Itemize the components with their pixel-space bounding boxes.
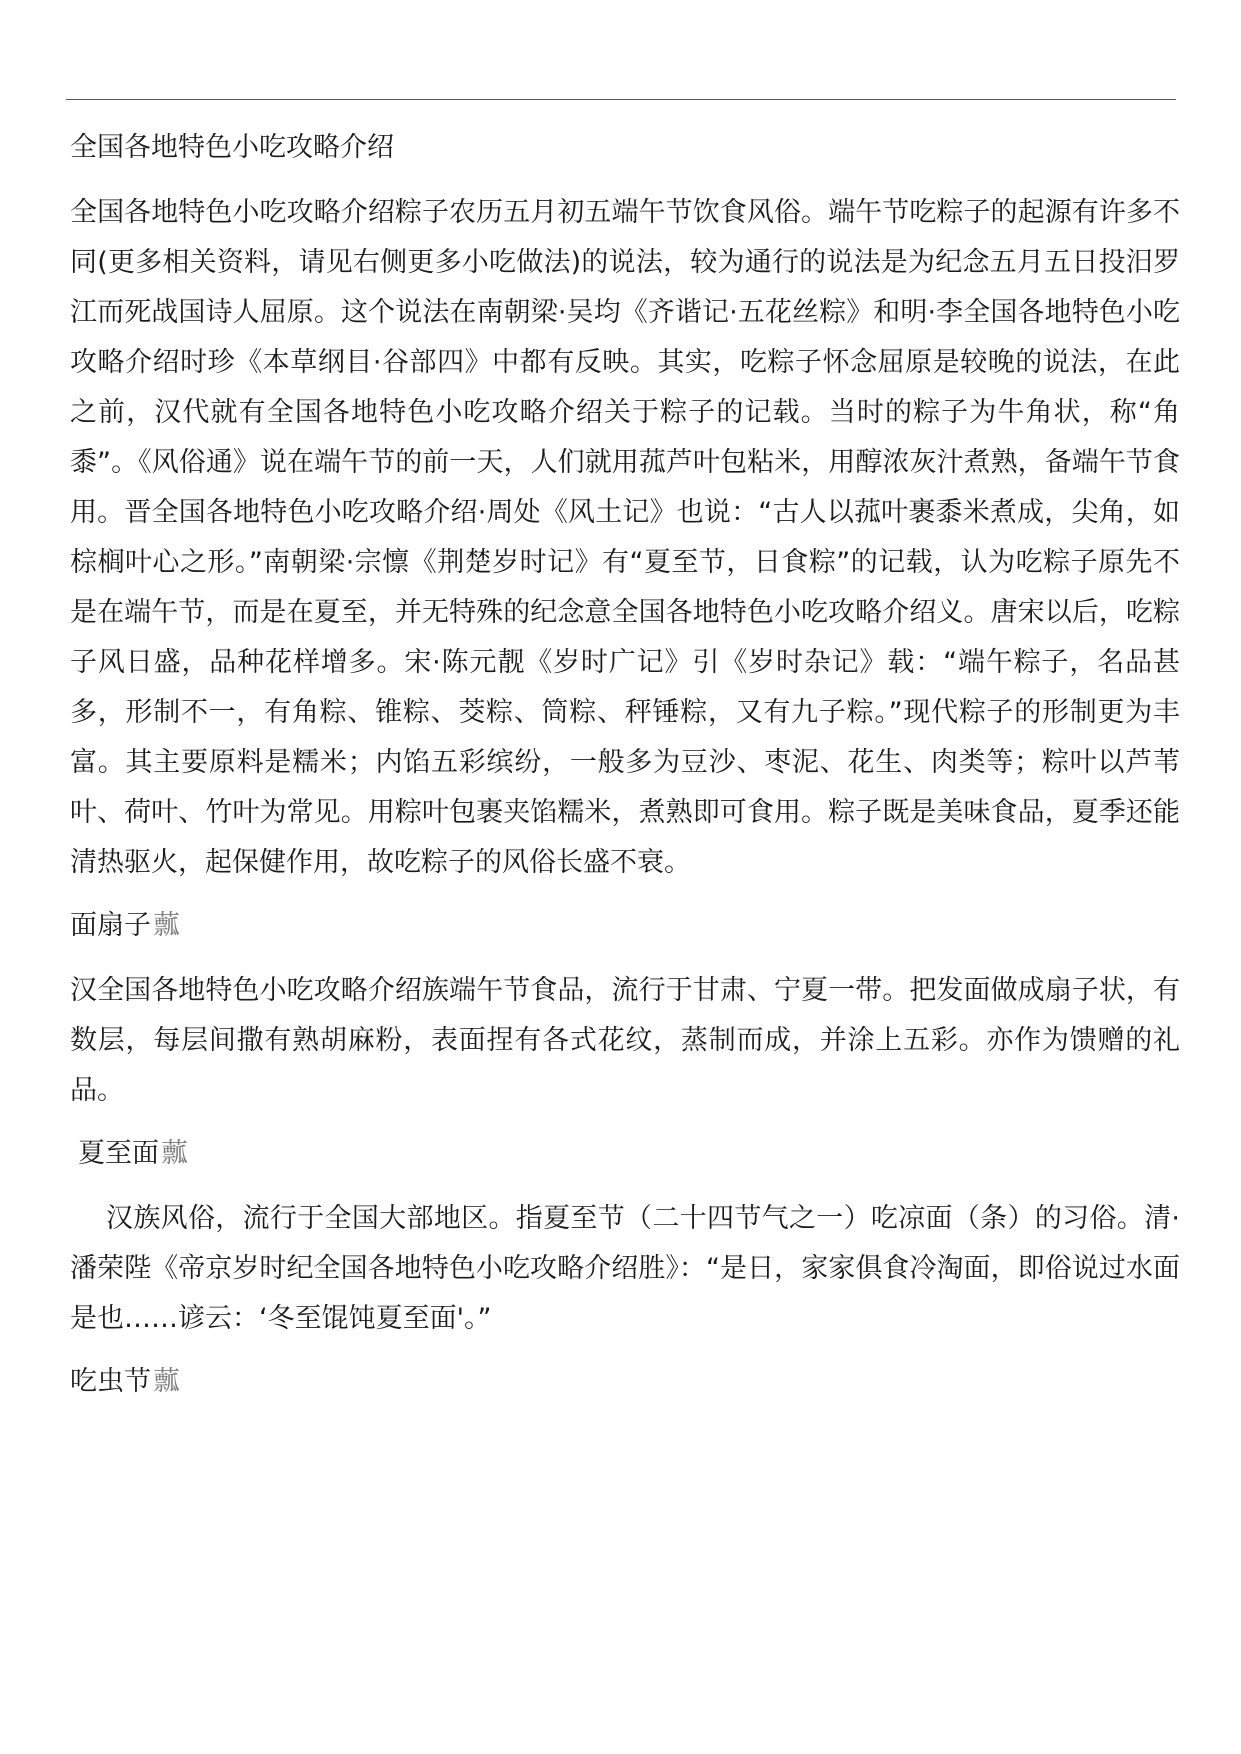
section-heading-xiazhimian (70, 1134, 1180, 1174)
heading-text: 面扇子 (70, 910, 151, 941)
section-heading-mianshanzi (70, 906, 1180, 946)
heading-glyph: 䕯 (161, 1138, 188, 1169)
heading-text: 吃虫节 (70, 1366, 151, 1397)
header-rule (66, 99, 1176, 100)
document-title: 全国各地特色小吃攻略介绍 (70, 132, 394, 163)
heading-glyph: 䕯 (153, 910, 180, 941)
heading-text: 夏至面 (78, 1138, 159, 1169)
xiazhimian-paragraph: 汉族风俗，流行于全国大部地区。指夏至节（二十四节气之一）吃凉面（条）的习俗。清·潘荣陛《帝京岁时纪全国各地特色小吃攻略介绍胜》：“是日，家家俱食冷淘面，即俗说过水面是也……谚云：‘冬至馄饨夏至面'。” (70, 1203, 1180, 1334)
zongzi-paragraph: 全国各地特色小吃攻略介绍粽子农历五月初五端午节饮食风俗。端午节吃粽子的起源有许多不同(更多相关资料，请见右侧更多小吃做法)的说法，较为通行的说法是为纪念五月五日投汨罗江而死战国诗人屈原。这个说法在南朝梁·吴均《齐谐记·五花丝粽》和明·李全国各地特色小吃攻略介绍时珍《本草纲目·谷部四》中都有反映。其实，吃粽子怀念屈原是较晚的说法，在此之前，汉代就有全国各地特色小吃攻略介绍关于粽子的记载。当时的粽子为牛角状，称“角黍”。《风俗通》说在端午节的前一天，人们就用菰芦叶包粘米，用醇浓灰汁煮熟，备端午节食用。晋全国各地特色小吃攻略介绍·周处《风土记》也说：“古人以菰叶裹黍米煮成，尖角，如棕榈叶心之形。”南朝梁·宗懔《荆楚岁时记》有“夏至节，日食粽”的记载，认为吃粽子原先不是在端午节，而是在夏至，并无特殊的纪念意全国各地特色小吃攻略介绍义。唐宋以后，吃粽子风日盛，品种花样增多。宋·陈元靓《岁时广记》引《岁时杂记》载：“端午粽子，名品甚多，形制不一，有角粽、锥粽、茭粽、筒粽、秤锤粽，又有九子粽。”现代粽子的形制更为丰富。其主要原料是糯米；内馅五彩缤纷，一般多为豆沙、枣泥、花生、肉类等；粽叶以芦苇叶、荷叶、竹叶为常见。用粽叶包裹夹馅糯米，煮熟即可食用。粽子既是美味食品，夏季还能清热驱火，起保健作用，故吃粽子的风俗长盛不衰。 (70, 197, 1180, 878)
mianshanzi-paragraph: 汉全国各地特色小吃攻略介绍族端午节食品，流行于甘肃、宁夏一带。把发面做成扇子状，有数层，每层间撒有熟胡麻粉，表面捏有各式花纹，蒸制而成，并涂上五彩。亦作为馈赠的礼品。 (70, 975, 1180, 1106)
section-heading-chichongjie (70, 1362, 1180, 1402)
document-body (70, 128, 1180, 1422)
heading-glyph: 䕯 (153, 1366, 180, 1397)
